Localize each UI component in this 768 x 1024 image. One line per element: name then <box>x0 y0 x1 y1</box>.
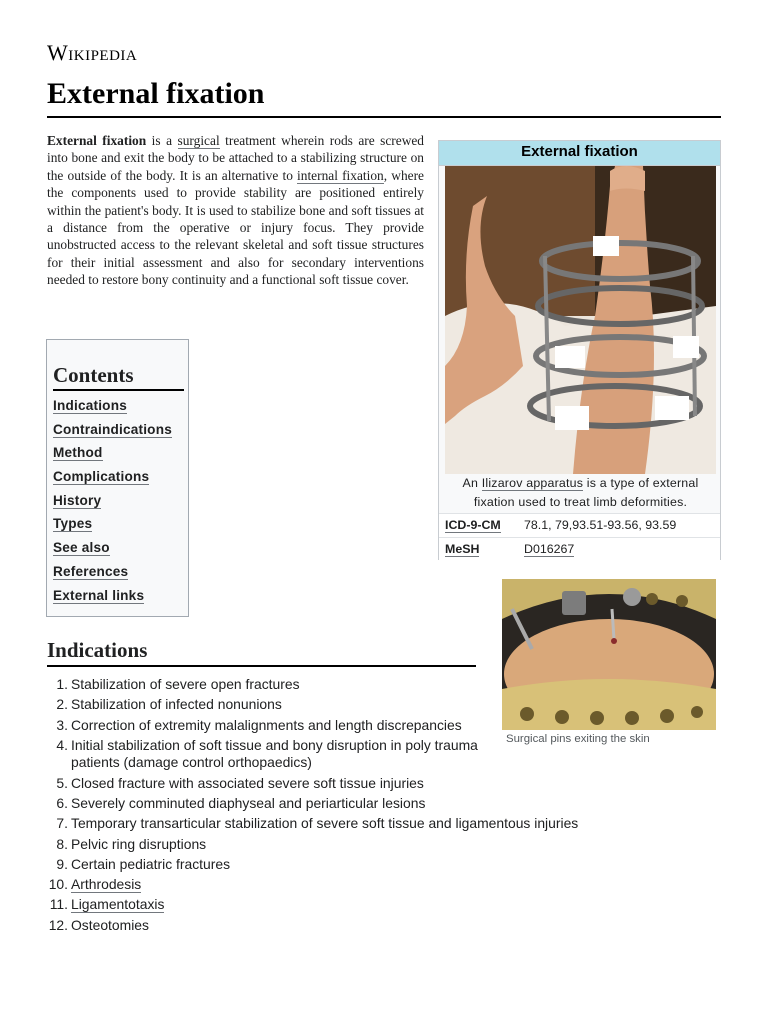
list-item-arthrodesis[interactable]: 10. Arthrodesis <box>48 876 142 893</box>
lead-text-1: is a <box>146 133 178 148</box>
toc-item-external-links[interactable]: External links <box>53 587 145 603</box>
list-item: 9. Certain pediatric fractures <box>56 855 231 872</box>
infobox-row-mesh <box>439 537 720 562</box>
infobox-row-icd9 <box>439 513 720 538</box>
wikipedia-wordmark[interactable]: Wikipedia <box>47 40 138 65</box>
list-item: 3. Correction of extremity malalignments and length discrepancies <box>56 716 462 733</box>
list-item-ligamentotaxis[interactable]: 11. Ligamentotaxis <box>49 896 165 913</box>
toc-item-types[interactable]: Types <box>53 516 93 532</box>
list-item: 6. Severely comminuted diaphyseal and periarticular lesions <box>56 794 426 811</box>
mesh-value-link[interactable]: D016267 <box>524 542 575 556</box>
toc-item-complications[interactable]: Complications <box>53 469 150 485</box>
ilizarov-photo-illustration <box>445 166 716 474</box>
toc-item-method[interactable]: Method <box>53 445 103 461</box>
indications-list <box>47 676 578 937</box>
toc-item-see-also[interactable]: See also <box>53 540 110 556</box>
lead-term: External fixation <box>47 133 147 148</box>
lead-text-2: treatment wherein rods are screwed into bone and exit the body to be attached to a stabilizing structure on the outside of the body. It is an alternative to <box>47 133 425 183</box>
link-internal-fixation[interactable]: internal fixation <box>297 167 384 183</box>
surgical-pins-image[interactable] <box>502 579 716 730</box>
list-item: 8. Pelvic ring disruptions <box>56 835 207 852</box>
toc-item-indications[interactable]: Indications <box>53 398 127 413</box>
caption-text-post: is a type of external fixation used to treat limb deformities. <box>473 476 699 509</box>
list-item: 1. Stabilization of severe open fractures <box>56 676 300 692</box>
table-of-contents <box>46 339 189 617</box>
icd9-value: 78.1, 79,93.51-93.56, 93.59 <box>524 518 677 532</box>
toc-item-history[interactable]: History <box>53 492 102 508</box>
list-item: 7. Temporary transarticular stabilization of severe soft tissue and ligamentous injuries <box>56 815 579 832</box>
ilizarov-apparatus-image[interactable] <box>445 166 716 474</box>
page-title: External fixation <box>47 76 721 118</box>
icd9-label-link[interactable]: ICD-9-CM <box>445 518 501 532</box>
toc-title: Contents <box>53 362 184 391</box>
infobox-caption <box>445 474 716 512</box>
mesh-label-link[interactable]: MeSH <box>445 542 480 556</box>
toc-item-contraindications[interactable]: Contraindications <box>53 421 172 437</box>
lead-paragraph <box>47 132 424 289</box>
surgical-pins-caption: Surgical pins exiting the skin <box>506 733 650 745</box>
infobox <box>438 140 721 560</box>
toc-list <box>53 398 172 611</box>
list-item: 12. Osteotomies <box>48 916 149 933</box>
list-item: 2. Stabilization of infected nonunions <box>56 696 282 713</box>
caption-text-pre: An <box>462 476 482 490</box>
lead-text-3: , where the components used to provide stability are positioned entirely within the patient's body. It is used to stabilize bone and soft tissues at a distance from the operative or injury focus. They provide unobstructed access to the relevant skeletal and soft tissue structures for their initial assessment and also for secondary interventions needed to restore bony continuity and a functional soft tissue cover. <box>47 167 424 288</box>
link-surgical[interactable]: surgical <box>177 133 220 148</box>
list-item: 4. Initial stabilization of soft tissue and bony disruption in poly trauma patients (damage control orthopaedics) <box>56 736 478 771</box>
section-heading-indications: Indications <box>47 637 476 667</box>
link-ilizarov-apparatus[interactable]: Ilizarov apparatus <box>481 476 584 490</box>
list-item: 5. Closed fracture with associated severe soft tissue injuries <box>56 774 424 791</box>
surgical-pins-illustration <box>502 579 716 730</box>
infobox-heading: External fixation <box>439 141 720 166</box>
toc-item-references[interactable]: References <box>53 563 129 579</box>
